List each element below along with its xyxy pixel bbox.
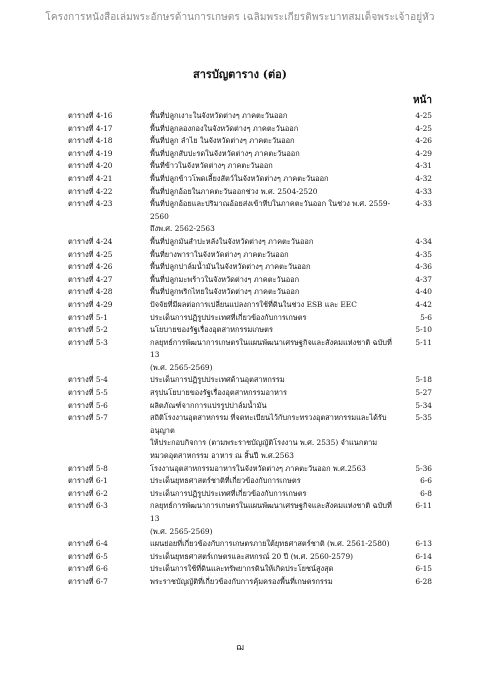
table-caption-text: โรงงานอุตสาหกรรมอาหารในจังหวัดต่างๆ ภาคตะวันออก พ.ศ.2563 bbox=[150, 463, 367, 473]
table-number: ตารางที่ 4-20 bbox=[68, 161, 113, 171]
table-number: ตารางที่ 6-1 bbox=[68, 476, 108, 486]
page-title: สารบัญตาราง (ต่อ) bbox=[193, 68, 287, 81]
table-caption bbox=[150, 551, 398, 564]
toc-entry bbox=[68, 488, 432, 501]
page-reference: 4-25 bbox=[415, 111, 432, 120]
table-caption bbox=[150, 563, 398, 576]
toc-entry bbox=[68, 198, 432, 236]
page-reference: 4-26 bbox=[415, 136, 432, 146]
table-number: ตารางที่ 4-28 bbox=[68, 287, 113, 297]
toc-entry bbox=[68, 299, 432, 312]
page-reference: 6-11 bbox=[415, 501, 432, 511]
table-caption-text: พื้นที่ยางพาราในจังหวัดต่างๆ ภาคตะวันออก bbox=[150, 249, 289, 259]
table-number: ตารางที่ 5-7 bbox=[68, 413, 108, 423]
table-caption-text: ประเด็นยุทธศาสตร์เกษตรและสหกรณ์ 20 ปี (พ.ศ. 2560-2579) bbox=[150, 551, 354, 561]
table-caption-continuation: (พ.ศ. 2565-2569) bbox=[150, 362, 213, 372]
table-caption bbox=[150, 249, 398, 262]
page-reference: 5-11 bbox=[415, 337, 432, 347]
table-caption bbox=[150, 576, 398, 589]
table-caption-text: ปัจจัยที่มีผลต่อการเปลี่ยนแปลงการใช้ที่ดินในช่วง ESB และ EEC bbox=[150, 299, 357, 309]
table-number: ตารางที่ 4-25 bbox=[68, 249, 113, 259]
toc-entry bbox=[68, 387, 432, 400]
page-reference: 4-32 bbox=[415, 173, 432, 183]
page-reference: 5-34 bbox=[415, 400, 432, 410]
page-reference: 5-27 bbox=[415, 388, 432, 398]
page-reference: 4-40 bbox=[415, 287, 432, 297]
toc-entry bbox=[68, 110, 432, 123]
page-reference: 4-35 bbox=[415, 249, 432, 259]
table-caption bbox=[150, 286, 398, 299]
table-caption-text: สรุปนโยบายของรัฐเรื่องอุตสาหกรรมอาหาร bbox=[150, 388, 288, 398]
toc-entry bbox=[68, 135, 432, 148]
table-number: ตารางที่ 4-26 bbox=[68, 262, 113, 272]
table-caption bbox=[150, 324, 398, 337]
table-number: ตารางที่ 5-4 bbox=[68, 375, 108, 385]
page-reference: 6-28 bbox=[415, 576, 432, 586]
page-reference: 4-37 bbox=[415, 274, 432, 284]
toc-entry bbox=[68, 475, 432, 488]
table-caption-continuation: (พ.ศ. 2565-2569) bbox=[150, 526, 213, 536]
table-number: ตารางที่ 4-29 bbox=[68, 299, 113, 309]
table-caption bbox=[150, 500, 398, 538]
page-reference: 4-33 bbox=[415, 186, 432, 196]
table-caption-text: พื้นที่ปลูกข้าวโพดเลี้ยงสัตว์ในจังหวัดต่างๆ ภาคตะวันออก bbox=[150, 173, 329, 183]
table-caption-text: พื้นที่ปลูกเงาะในจังหวัดต่างๆ ภาคตะวันออก bbox=[150, 111, 288, 120]
table-caption bbox=[150, 488, 398, 501]
table-number: ตารางที่ 6-7 bbox=[68, 576, 108, 586]
toc-entry bbox=[68, 500, 432, 538]
toc-entry bbox=[68, 148, 432, 161]
page-reference: 4-42 bbox=[415, 299, 432, 309]
page-reference: 5-10 bbox=[415, 325, 432, 335]
page-reference: 6-15 bbox=[415, 564, 432, 574]
table-caption-text: กลยุทธ์การพัฒนาการเกษตรในแผนพัฒนาเศรษฐกิจและสังคมแห่งชาติ ฉบับที่ 13 bbox=[150, 337, 392, 360]
table-number: ตารางที่ 6-4 bbox=[68, 539, 108, 549]
table-caption bbox=[150, 387, 398, 400]
table-caption bbox=[150, 412, 398, 462]
toc-entry bbox=[68, 274, 432, 287]
table-caption-text: พระราชบัญญัติที่เกี่ยวข้องกับการคุ้มครองพื้นที่เกษตรกรรม bbox=[150, 576, 333, 586]
page-reference: 5-35 bbox=[415, 413, 432, 423]
page-reference: 5-36 bbox=[415, 463, 432, 473]
table-caption-text: พื้นที่ปลูกสับปะรดในจังหวัดต่างๆ ภาคตะวันออก bbox=[150, 148, 300, 158]
toc-entry bbox=[68, 186, 432, 199]
toc-entry bbox=[68, 337, 432, 375]
table-number: ตารางที่ 6-3 bbox=[68, 501, 108, 511]
table-caption-text: พื้นที่ปลูกอ้อยและปริมาณอ้อยส่งเข้าหีบในภาคตะวันออก ในช่วง พ.ศ. 2559-2560 bbox=[150, 199, 391, 221]
toc-entry bbox=[68, 324, 432, 337]
table-caption bbox=[150, 261, 398, 274]
page-reference: 4-31 bbox=[415, 161, 432, 171]
table-caption-text: พื้นที่ปลูกลองกองในจังหวัดต่างๆ ภาคตะวันออก bbox=[150, 123, 299, 133]
toc-entry bbox=[68, 160, 432, 173]
table-number: ตารางที่ 5-2 bbox=[68, 325, 108, 335]
table-caption bbox=[150, 148, 398, 161]
table-caption-text: พื้นที่ปลูกมันสำปะหลังในจังหวัดต่างๆ ภาคตะวันออก bbox=[150, 236, 314, 246]
toc-entry bbox=[68, 286, 432, 299]
page-reference: 4-34 bbox=[415, 236, 432, 246]
table-caption-text: ผลิตภัณฑ์จากการแปรรูปปาล์มน้ำมัน bbox=[150, 400, 267, 410]
table-caption bbox=[150, 337, 398, 375]
toc-entry bbox=[68, 173, 432, 186]
running-header: โครงการหนังสือเล่มพระอักษรด้านการเกษตร เฉลิมพระเกียรติพระบาทสมเด็จพระเจ้าอยู่หัว bbox=[45, 12, 435, 23]
table-number: ตารางที่ 4-17 bbox=[68, 123, 113, 133]
page-column-label: หน้า bbox=[412, 95, 432, 106]
table-caption bbox=[150, 299, 398, 312]
page-reference: 6-13 bbox=[415, 539, 432, 549]
toc-entry bbox=[68, 374, 432, 387]
page-reference: 6-8 bbox=[420, 488, 432, 498]
table-caption bbox=[150, 198, 398, 236]
table-caption-text: พื้นที่ปลูกอ้อยในภาคตะวันออกช่วง พ.ศ. 2504-2520 bbox=[150, 186, 318, 196]
table-number: ตารางที่ 6-2 bbox=[68, 488, 108, 498]
table-caption-text: ประเด็นการปฏิรูปประเทศด้านอุตสาหกรรม bbox=[150, 375, 285, 385]
table-number: ตารางที่ 5-5 bbox=[68, 388, 108, 398]
page-reference: 4-25 bbox=[415, 123, 432, 133]
table-caption-text: ประเด็นยุทธศาสตร์ชาติที่เกี่ยวข้องกับการเกษตร bbox=[150, 476, 301, 486]
table-caption bbox=[150, 186, 398, 199]
page-reference: 6-14 bbox=[415, 551, 432, 561]
table-number: ตารางที่ 4-24 bbox=[68, 236, 113, 246]
table-caption-text: พื้นที่ปลูกปาล์มน้ำมันในจังหวัดต่างๆ ภาคตะวันออก bbox=[150, 262, 311, 272]
table-number: ตารางที่ 5-1 bbox=[68, 312, 108, 322]
table-caption-continuation: ถึงพ.ศ. 2562-2563 bbox=[150, 224, 215, 234]
table-caption-continuation: ให้ประกอบกิจการ (ตามพระราชบัญญัติโรงงาน พ.ศ. 2535) จำแนกตามหมวดอุตสาหกรรม อาหาร ณ สิ้นปี พ.ศ.2563 bbox=[150, 438, 378, 461]
toc-entry bbox=[68, 236, 432, 249]
table-caption-text: พื้นที่ปลูกมะพร้าวในจังหวัดต่างๆ ภาคตะวันออก bbox=[150, 274, 300, 284]
page-number: ฌ bbox=[236, 643, 244, 653]
table-number: ตารางที่ 4-19 bbox=[68, 148, 113, 158]
table-number: ตารางที่ 6-5 bbox=[68, 551, 108, 561]
table-caption-text: แผนย่อยที่เกี่ยวข้องกับการเกษตรภายใต้ยุทธศาสตร์ชาติ (พ.ศ. 2561-2580) bbox=[150, 539, 390, 549]
table-number: ตารางที่ 4-22 bbox=[68, 186, 113, 196]
table-caption-text: ประเด็นการปฏิรูปประเทศที่เกี่ยวข้องกับการเกษตร bbox=[150, 488, 307, 498]
page-reference: 5-18 bbox=[415, 375, 432, 385]
table-number: ตารางที่ 4-18 bbox=[68, 136, 113, 146]
table-caption-text: สถิติโรงงานอุตสาหกรรม ที่จดทะเบียนไว้กับกระทรวงอุตสาหกรรมและได้รับอนุญาต bbox=[150, 413, 387, 435]
toc-entry bbox=[68, 249, 432, 262]
toc-entry bbox=[68, 551, 432, 564]
table-number: ตารางที่ 5-8 bbox=[68, 463, 108, 473]
page-reference: 4-33 bbox=[415, 199, 432, 209]
table-caption-text: พื้นที่ข้าวในจังหวัดต่างๆ ภาคตะวันออก bbox=[150, 161, 273, 171]
table-caption bbox=[150, 135, 398, 148]
table-caption-text: พื้นที่ปลูก ลำไย ในจังหวัดต่างๆ ภาคตะวันออก bbox=[150, 136, 295, 146]
table-caption bbox=[150, 110, 398, 123]
table-caption bbox=[150, 374, 398, 387]
table-caption bbox=[150, 400, 398, 413]
table-caption bbox=[150, 160, 398, 173]
toc-entry bbox=[68, 400, 432, 413]
page-reference: 5-6 bbox=[420, 312, 432, 322]
toc-entry bbox=[68, 123, 432, 136]
table-number: ตารางที่ 4-23 bbox=[68, 199, 113, 209]
table-caption-text: ประเด็นการปฏิรูปประเทศที่เกี่ยวข้องกับการเกษตร bbox=[150, 312, 307, 322]
toc-entry bbox=[68, 563, 432, 576]
table-of-contents-list bbox=[68, 110, 432, 589]
table-caption bbox=[150, 173, 398, 186]
toc-entry bbox=[68, 261, 432, 274]
table-number: ตารางที่ 4-27 bbox=[68, 274, 113, 284]
toc-entry bbox=[68, 412, 432, 462]
table-caption-text: นโยบายของรัฐเรื่องอุตสาหกรรมเกษตร bbox=[150, 325, 273, 335]
table-caption bbox=[150, 538, 398, 551]
table-number: ตารางที่ 4-21 bbox=[68, 173, 113, 183]
table-number: ตารางที่ 4-16 bbox=[68, 111, 113, 120]
toc-entry bbox=[68, 538, 432, 551]
table-caption-text: พื้นที่ปลูกพริกไทยในจังหวัดต่างๆ ภาคตะวันออก bbox=[150, 287, 300, 297]
table-caption bbox=[150, 274, 398, 287]
page-reference: 4-29 bbox=[415, 148, 432, 158]
page-reference: 6-6 bbox=[420, 476, 432, 486]
page-reference: 4-36 bbox=[415, 262, 432, 272]
toc-entry bbox=[68, 312, 432, 325]
table-caption bbox=[150, 475, 398, 488]
table-number: ตารางที่ 6-6 bbox=[68, 564, 108, 574]
table-caption bbox=[150, 236, 398, 249]
table-caption bbox=[150, 312, 398, 325]
table-caption-text: ประเด็นการใช้ที่ดินและทรัพยากรดินให้เกิดประโยชน์สูงสุด bbox=[150, 564, 334, 574]
toc-entry bbox=[68, 463, 432, 476]
table-number: ตารางที่ 5-6 bbox=[68, 400, 108, 410]
table-number: ตารางที่ 5-3 bbox=[68, 337, 108, 347]
toc-entry bbox=[68, 576, 432, 589]
table-caption-text: กลยุทธ์การพัฒนาการเกษตรในแผนพัฒนาเศรษฐกิจและสังคมแห่งชาติ ฉบับที่ 13 bbox=[150, 501, 392, 523]
table-caption bbox=[150, 123, 398, 136]
table-caption bbox=[150, 463, 398, 476]
